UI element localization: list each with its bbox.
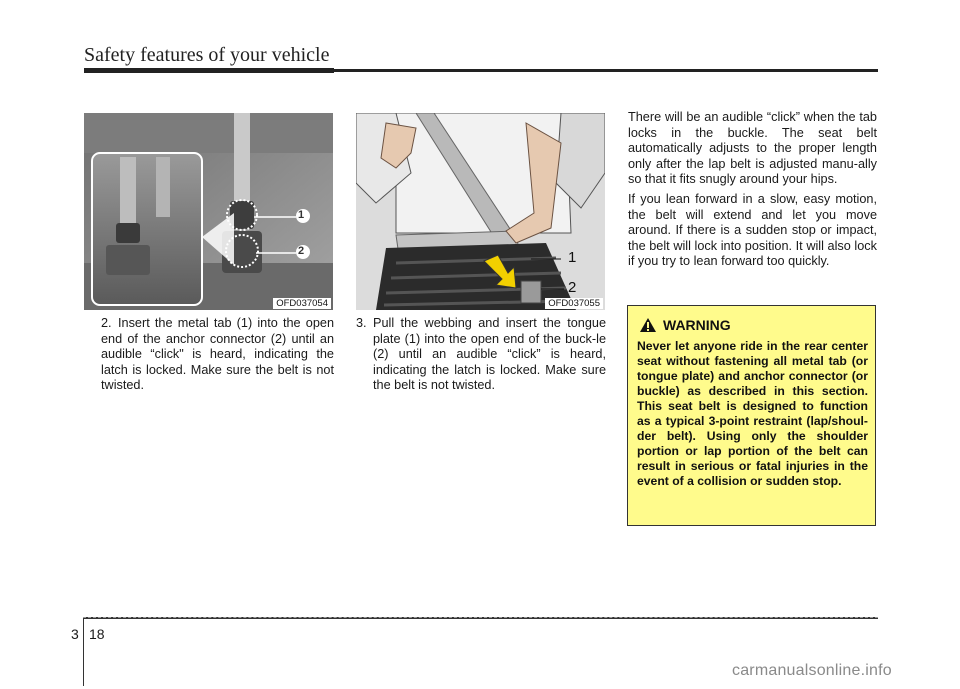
warning-header bbox=[639, 317, 731, 333]
section-title: Safety features of your vehicle bbox=[84, 44, 330, 66]
step-text: Insert the metal tab (1) into the open end of the anchor connector (2) until an audible “click" is heard, indicating the latch is locked. Make sure the belt is not twisted. bbox=[101, 316, 334, 393]
column-3-text bbox=[628, 110, 877, 274]
figure-caption: OFD037055 bbox=[545, 298, 603, 309]
header-rule-accent bbox=[84, 68, 334, 73]
step-3 bbox=[356, 316, 606, 394]
step-text: Pull the webbing and insert the tongue plate (1) into the open end of the buck-le (2) until an audible “click” is heard, indicating the latch is locked. Make sure the belt is not twisted. bbox=[373, 316, 606, 393]
footer-rule-horizontal bbox=[83, 617, 878, 619]
figure-fastening-belt bbox=[356, 113, 605, 310]
paragraph-click: There will be an audible “click” when the tab locks in the buckle. The seat belt automatically adjusts to the proper length only after the lap belt is adjusted manu-ally so that it fits snugly around your hips. bbox=[628, 110, 877, 187]
callout-1: 1 bbox=[298, 209, 305, 221]
callout-2: 2 bbox=[298, 245, 305, 257]
rear-seat-buckle-illustration bbox=[84, 113, 333, 310]
warning-text: Never let anyone ride in the rear center seat without fastening all metal tab (or tongue plate) and anchor connector (or buckle) as described in this section. This seat belt is designed to function as a typical 3-point restraint (lap/shoul-der belt). Using only the shoulder portion or lap portion of the belt can result in serious or fatal injuries in the event of a collision or sudden stop. bbox=[637, 339, 868, 488]
warning-box bbox=[627, 305, 876, 526]
callout-2: 2 bbox=[568, 279, 577, 296]
footer-rule-vertical bbox=[83, 617, 84, 686]
step-2 bbox=[84, 316, 334, 394]
chapter-number: 3 bbox=[71, 626, 79, 642]
figure-rear-seat-buckle bbox=[84, 113, 333, 310]
figure-caption: OFD037054 bbox=[273, 298, 331, 309]
callout-1: 1 bbox=[568, 249, 577, 266]
page-number: 18 bbox=[89, 626, 105, 642]
warning-triangle-icon bbox=[639, 317, 657, 333]
step-number: 2. bbox=[101, 316, 112, 330]
paragraph-lean-forward: If you lean forward in a slow, easy motion, the belt will extend and let you move around. If there is a sudden stop or impact, the belt will lock into position. It will also lock if you try to lean forward too quickly. bbox=[628, 191, 877, 269]
step-number: 3. bbox=[356, 316, 367, 330]
watermark: carmanualsonline.info bbox=[732, 662, 892, 679]
warning-title: WARNING bbox=[663, 317, 731, 333]
